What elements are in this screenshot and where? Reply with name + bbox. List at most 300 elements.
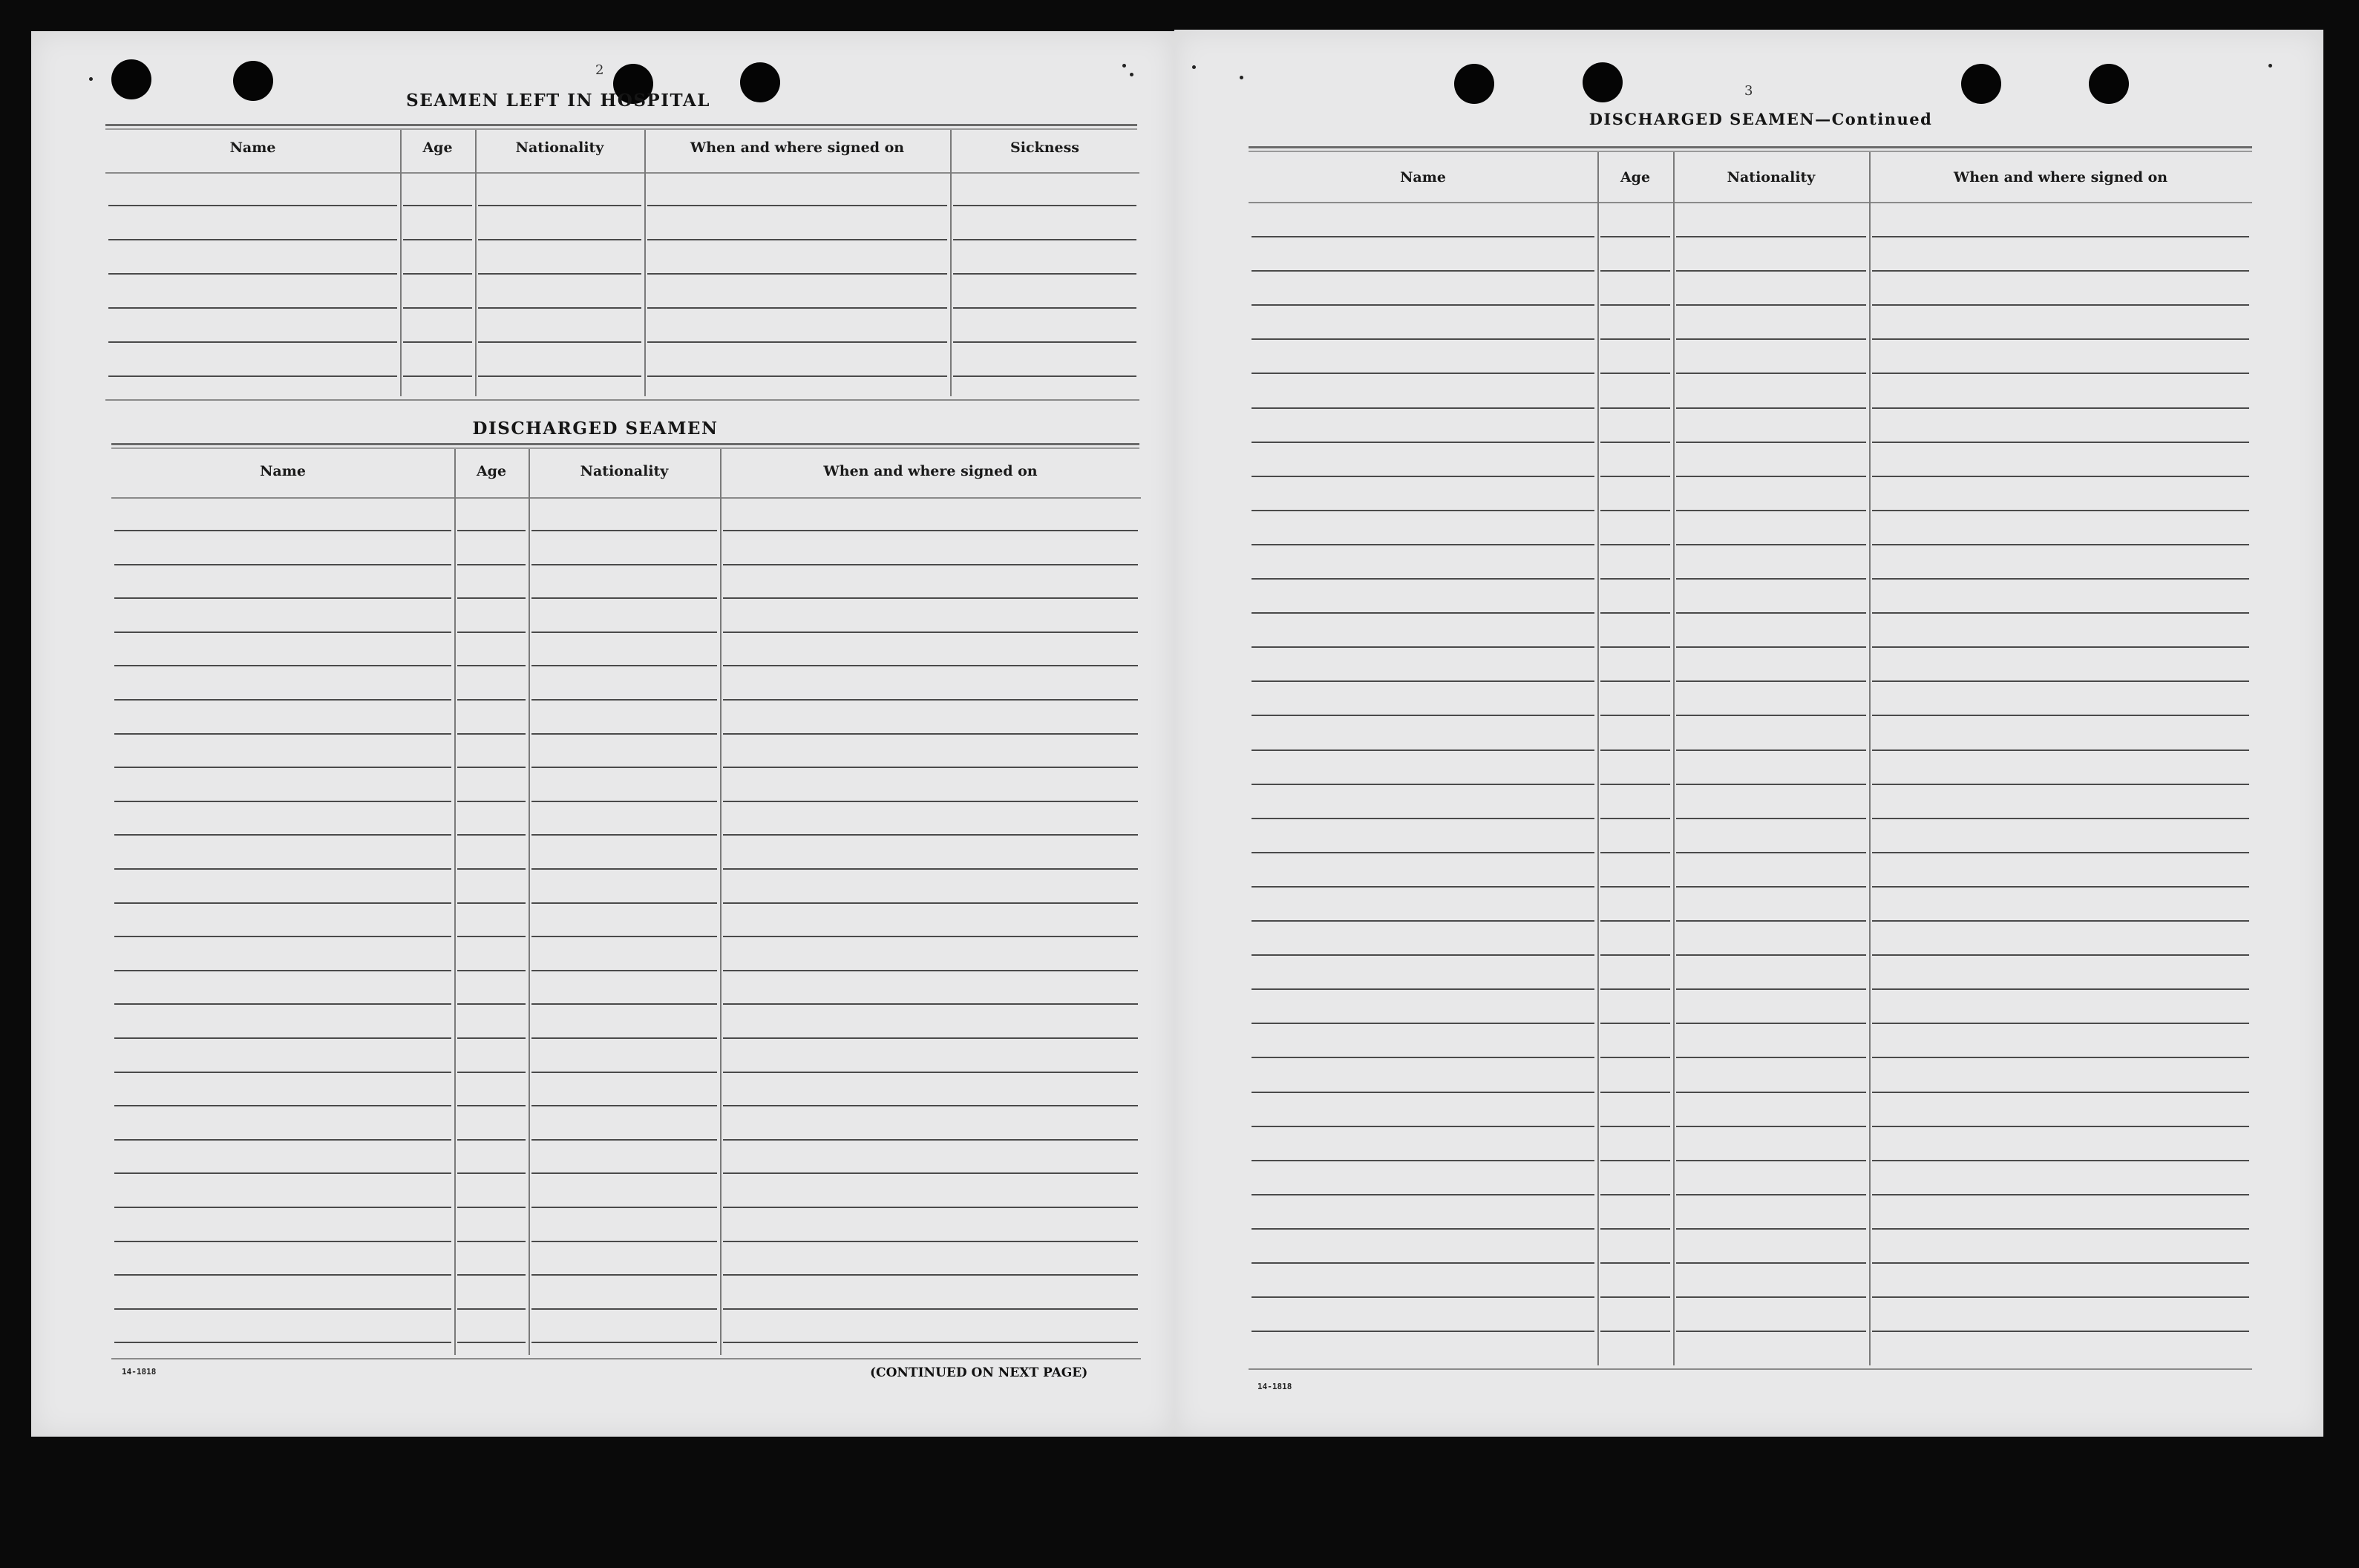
column-divider [1597,152,1599,1365]
row-line [108,239,397,240]
row-line [1252,304,1594,306]
row-line [1676,1296,1866,1298]
row-line [1676,1331,1866,1332]
speck [1130,73,1133,76]
row-line [531,767,717,768]
row-line [1252,1023,1594,1024]
row-line [1872,715,2249,716]
speck [89,77,93,81]
row-line [1600,749,1670,751]
row-line [1872,646,2249,648]
row-line [457,1207,526,1208]
row-line [1600,1160,1670,1161]
row-line [1600,578,1670,580]
row-line [1252,578,1594,580]
row-line [114,1172,451,1174]
row-line [1676,784,1866,785]
row-line [1600,442,1670,443]
row-line [1872,510,2249,511]
row-line [457,1342,526,1343]
row-line [457,1274,526,1276]
row-line [114,970,451,971]
row-line [457,801,526,802]
column-header: Age [476,463,507,479]
column-divider [400,130,402,396]
row-line [457,597,526,599]
row-line [1676,1228,1866,1230]
speck [1122,64,1126,68]
row-line [531,1037,717,1039]
row-line [1872,1194,2249,1195]
row-line [1252,680,1594,682]
row-line [1872,1023,2249,1024]
row-line [114,1003,451,1005]
row-line [1600,1262,1670,1264]
row-line [1252,1092,1594,1093]
page-number: 3 [1744,83,1753,99]
row-line [1252,886,1594,888]
row-line [531,970,717,971]
section-title-discharged: DISCHARGED SEAMEN [472,419,719,439]
row-line [647,375,947,377]
punch-hole [233,61,273,101]
column-header: Name [260,463,306,479]
speck [1192,65,1196,69]
row-line [1872,886,2249,888]
punch-hole [111,59,151,99]
row-line [1252,442,1594,443]
row-line [723,1105,1138,1106]
row-line [1676,680,1866,682]
column-header: Age [422,140,453,156]
row-line [647,341,947,343]
row-line [1600,304,1670,306]
row-line [1252,544,1594,545]
row-line [1676,270,1866,272]
row-line [723,1308,1138,1310]
row-line [1872,578,2249,580]
row-line [1252,818,1594,819]
row-line [953,273,1136,275]
row-line [531,699,717,701]
column-divider [454,449,456,1355]
punch-hole [1583,62,1623,102]
row-line [457,1172,526,1174]
row-line [1872,338,2249,340]
row-line [1872,988,2249,990]
row-line [723,1274,1138,1276]
row-line [1676,646,1866,648]
row-line [1676,1023,1866,1024]
row-line [723,699,1138,701]
row-line [1600,407,1670,409]
row-line [1676,1262,1866,1264]
row-line [1252,988,1594,990]
column-divider [720,449,722,1355]
row-line [1600,612,1670,614]
row-line [1872,852,2249,853]
row-line [531,597,717,599]
row-line [403,375,472,377]
row-line [114,733,451,735]
row-line [1600,544,1670,545]
row-line [1600,954,1670,956]
row-line [531,902,717,904]
row-line [953,307,1136,309]
row-line [647,307,947,309]
row-line [1676,407,1866,409]
row-line [1600,236,1670,237]
row-line [1252,236,1594,237]
row-line [1676,1092,1866,1093]
row-line [108,273,397,275]
row-line [531,1072,717,1073]
row-line [1252,715,1594,716]
row-line [1676,304,1866,306]
row-line [1676,715,1866,716]
row-line [403,239,472,240]
row-line [1252,476,1594,477]
row-line [531,1139,717,1141]
row-line [1872,1092,2249,1093]
row-line [114,936,451,937]
row-line [114,1241,451,1242]
row-line [531,1241,717,1242]
row-line [114,699,451,701]
row-line [953,239,1136,240]
row-line [723,665,1138,666]
row-line [1872,818,2249,819]
row-line [457,936,526,937]
row-line [1872,954,2249,956]
row-line [108,307,397,309]
row-line [531,801,717,802]
row-line [723,767,1138,768]
row-line [1676,1160,1866,1161]
row-line [1872,680,2249,682]
row-line [1872,1057,2249,1058]
row-line [723,1342,1138,1343]
row-line [1676,886,1866,888]
row-line [1600,886,1670,888]
row-line [1252,612,1594,614]
row-line [647,239,947,240]
column-divider [950,130,952,396]
row-line [1872,270,2249,272]
row-line [1676,954,1866,956]
speck [2268,64,2272,68]
header-rule [105,172,1139,174]
row-line [723,1172,1138,1174]
table-bottom-rule [111,1358,1141,1359]
row-line [1600,988,1670,990]
row-line [531,1172,717,1174]
row-line [723,801,1138,802]
row-line [723,1072,1138,1073]
row-line [1600,1228,1670,1230]
page-number: 2 [595,62,604,78]
column-header: When and where signed on [823,463,1038,479]
row-line [457,767,526,768]
column-divider [1673,152,1675,1365]
row-line [114,1274,451,1276]
row-line [1872,407,2249,409]
row-line [1252,1160,1594,1161]
section-rule [1249,146,2252,148]
row-line [1676,1194,1866,1195]
header-rule [111,497,1141,499]
row-line [1252,1057,1594,1058]
right-page [1174,30,2323,1437]
form-number: 14-1818 [122,1367,157,1377]
row-line [1252,646,1594,648]
row-line [723,936,1138,937]
row-line [457,1241,526,1242]
row-line [1872,612,2249,614]
column-header: When and where signed on [1953,169,2168,186]
row-line [457,1139,526,1141]
row-line [1252,954,1594,956]
row-line [114,1308,451,1310]
column-header: Name [1400,169,1446,186]
row-line [457,632,526,633]
row-line [1872,476,2249,477]
row-line [531,564,717,565]
row-line [1872,1228,2249,1230]
row-line [723,597,1138,599]
row-line [1252,373,1594,374]
row-line [114,801,451,802]
row-line [457,1308,526,1310]
row-line [1600,646,1670,648]
row-line [403,307,472,309]
row-line [723,1003,1138,1005]
row-line [114,868,451,870]
column-divider [475,130,477,396]
punch-hole [740,62,780,102]
row-line [953,341,1136,343]
row-line [114,1342,451,1343]
row-line [1252,1194,1594,1195]
column-header: Name [229,140,276,156]
row-line [723,1139,1138,1141]
row-line [108,205,397,206]
row-line [1600,852,1670,853]
row-line [1676,236,1866,237]
row-line [1252,338,1594,340]
row-line [1600,1057,1670,1058]
row-line [723,1241,1138,1242]
row-line [1600,1331,1670,1332]
row-line [723,733,1138,735]
row-line [1252,270,1594,272]
row-line [1872,920,2249,922]
column-divider [1869,152,1871,1365]
row-line [1676,1057,1866,1058]
row-line [1252,1228,1594,1230]
punch-hole [1961,64,2001,104]
column-header: When and where signed on [690,140,905,156]
row-line [403,273,472,275]
row-line [1600,1194,1670,1195]
row-line [1872,1126,2249,1127]
continued-note: (CONTINUED ON NEXT PAGE) [870,1365,1088,1380]
column-header: Nationality [515,140,604,156]
column-header: Nationality [580,463,669,479]
row-line [114,564,451,565]
row-line [1872,304,2249,306]
row-line [457,665,526,666]
row-line [531,1207,717,1208]
row-line [1600,373,1670,374]
row-line [403,341,472,343]
row-line [1600,715,1670,716]
row-line [1252,749,1594,751]
row-line [478,375,641,377]
section-rule [105,128,1137,130]
row-line [1600,338,1670,340]
row-line [647,205,947,206]
row-line [478,239,641,240]
row-line [1676,988,1866,990]
row-line [114,1037,451,1039]
row-line [723,1037,1138,1039]
row-line [1252,920,1594,922]
row-line [531,665,717,666]
row-line [723,970,1138,971]
row-line [478,205,641,206]
row-line [457,733,526,735]
row-line [114,1105,451,1106]
speck [1240,76,1243,79]
row-line [1872,1262,2249,1264]
row-line [457,1003,526,1005]
section-rule [111,447,1139,449]
row-line [1600,784,1670,785]
row-line [457,902,526,904]
row-line [114,902,451,904]
row-line [114,1072,451,1073]
row-line [1600,1126,1670,1127]
row-line [457,1037,526,1039]
row-line [1252,852,1594,853]
row-line [647,273,947,275]
row-line [531,530,717,531]
row-line [1676,612,1866,614]
row-line [723,564,1138,565]
row-line [1252,1262,1594,1264]
row-line [114,1207,451,1208]
row-line [403,205,472,206]
row-line [1252,510,1594,511]
row-line [1252,1296,1594,1298]
row-line [478,273,641,275]
row-line [1600,1023,1670,1024]
row-line [478,341,641,343]
row-line [723,632,1138,633]
row-line [1676,1126,1866,1127]
row-line [1676,476,1866,477]
row-line [1872,442,2249,443]
row-line [1252,1126,1594,1127]
section-title-hospital: SEAMEN LEFT IN HOSPITAL [406,91,710,111]
row-line [531,936,717,937]
row-line [457,970,526,971]
row-line [1600,270,1670,272]
table-bottom-rule [1249,1368,2252,1370]
row-line [1600,680,1670,682]
row-line [531,733,717,735]
row-line [1872,749,2249,751]
column-divider [644,130,646,396]
row-line [1600,476,1670,477]
row-line [1872,1160,2249,1161]
row-line [114,834,451,836]
row-line [114,530,451,531]
row-line [114,1139,451,1141]
punch-hole [2089,64,2129,104]
row-line [531,1274,717,1276]
row-line [457,530,526,531]
column-header: Nationality [1727,169,1816,186]
left-page [31,31,1174,1437]
row-line [531,868,717,870]
row-line [953,205,1136,206]
row-line [1676,373,1866,374]
column-header: Age [1620,169,1651,186]
form-number: 14-1818 [1257,1382,1292,1391]
row-line [1600,920,1670,922]
column-divider [529,449,530,1355]
row-line [1872,544,2249,545]
row-line [457,868,526,870]
section-title-discharged-continued: DISCHARGED SEAMEN—Continued [1589,110,1933,128]
row-line [1676,544,1866,545]
row-line [723,902,1138,904]
section-rule [1249,151,2252,152]
row-line [1600,1296,1670,1298]
row-line [457,699,526,701]
row-line [114,767,451,768]
row-line [1872,1331,2249,1332]
row-line [531,834,717,836]
row-line [531,1308,717,1310]
row-line [953,375,1136,377]
row-line [531,1342,717,1343]
row-line [1600,818,1670,819]
row-line [478,307,641,309]
row-line [457,1105,526,1106]
row-line [1600,510,1670,511]
column-header: Sickness [1010,140,1079,156]
row-line [108,341,397,343]
section-rule [105,124,1137,126]
row-line [457,564,526,565]
row-line [1872,373,2249,374]
row-line [108,375,397,377]
row-line [1872,784,2249,785]
row-line [723,530,1138,531]
row-line [1676,442,1866,443]
row-line [1676,920,1866,922]
row-line [1252,407,1594,409]
row-line [531,1105,717,1106]
row-line [723,1207,1138,1208]
punch-hole [1454,64,1494,104]
header-rule [1249,202,2252,203]
row-line [114,632,451,633]
row-line [1600,1092,1670,1093]
